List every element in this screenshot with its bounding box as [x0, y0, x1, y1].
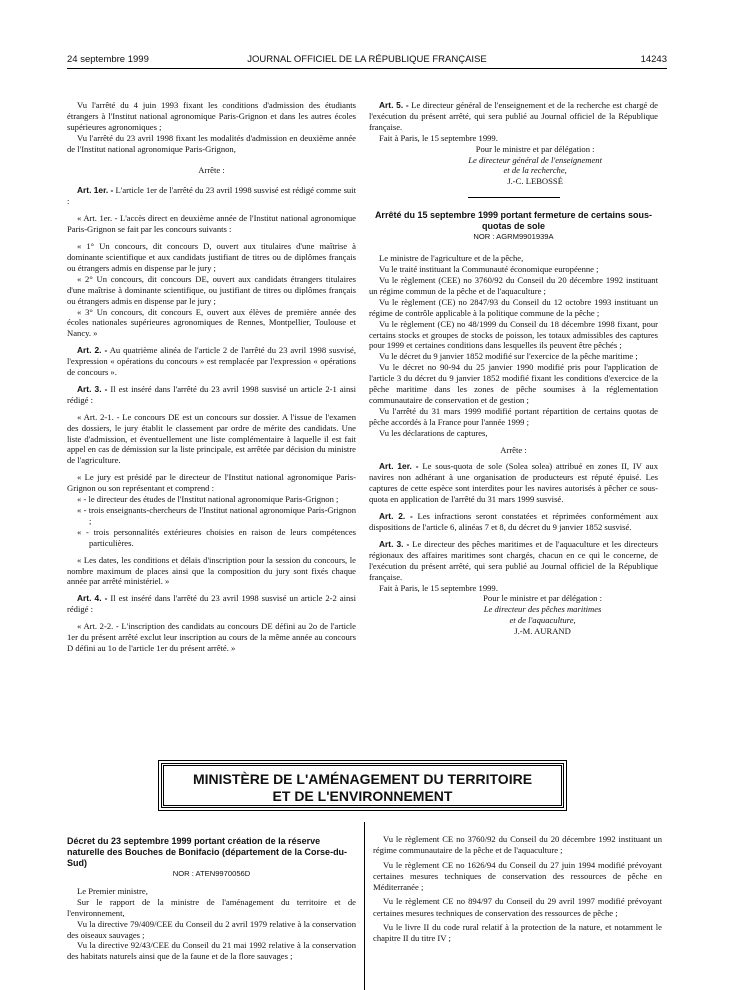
preamble-paragraph: Vu l'arrêté du 31 mars 1999 modifié portant répartition de certains quotas de pêche accordés à la France pour l'année 1999 ;	[369, 405, 658, 427]
quote-paragraph: « Le jury est présidé par le directeur de l'Institut national agronomique Paris-Grignon ou son représentant et comprend :	[67, 472, 356, 494]
quote-paragraph: « 3° Un concours, dit concours E, ouvert aux élèves de première année des écoles nationales supérieures agronomiques de Rennes, Montpellier, Toulouse et Nancy. »	[67, 306, 356, 339]
quote-paragraph: « Les dates, les conditions et délais d'inscription pour la session du concours, le nombre maximum de places ainsi que la composition du jury sont fixés chaque année par arrêté ministériel. »	[67, 554, 356, 587]
list-item: « - trois personnalités extérieures choisies en raison de leurs compétences particulières.	[77, 526, 356, 548]
list-item: « - trois enseignants-chercheurs de l'Institut national agronomique Paris-Grignon ;	[77, 505, 356, 526]
preamble-paragraph: Vu la directive 92/43/CEE du Conseil du 21 mai 1992 relative à la conservation des habitats naturels ainsi que de la faune et de la flore sauvages ;	[67, 940, 356, 962]
left-column	[67, 100, 356, 654]
header-rule	[67, 68, 667, 69]
nor-reference: NOR : ATEN9970056D	[172, 869, 251, 878]
quote-paragraph: « Art. 2-2. - L'inscription des candidats au concours DE défini au 2o de l'article 1er du présent arrêté exclut leur inscription au cours de la même année au concours D défini au 1o de l'article 1er du présent arrêté. »	[67, 621, 356, 653]
article-3: Art. 3. - Il est inséré dans l'arrêté du 23 avril 1998 susvisé un article 2-1 ainsi rédigé :	[67, 383, 356, 405]
preamble-paragraph: Le ministre de l'agriculture et de la pêche,	[379, 253, 524, 264]
preamble-paragraph: Vu le règlement (CE) no 2847/93 du Conseil du 12 octobre 1993 instituant un régime de contrôle applicable à la politique commune de la pêche ;	[369, 296, 658, 318]
decree-title: Décret du 23 septembre 1999 portant création de la réserve naturelle des Bouches de Bonifacio (département de la Corse-du-Sud)	[67, 836, 348, 868]
page-header	[67, 54, 667, 68]
article-label: Art. 4. -	[77, 593, 108, 604]
quote-paragraph: « 1° Un concours, dit concours D, ouvert aux titulaires d'une maîtrise à dominante scientifique et aux candidats justifiant de titres ou de diplômes français ou étrangers admis en dispense par le jury ;	[67, 241, 356, 273]
article-label: Art. 1er. -	[77, 185, 114, 196]
article-label: Art. 2. -	[77, 345, 108, 356]
ministry-banner	[161, 763, 564, 808]
article-label: Art. 3. -	[77, 383, 108, 394]
ministry-line: MINISTÈRE DE L'AMÉNAGEMENT DU TERRITOIRE	[192, 771, 533, 787]
signatory-name: J.-M. AURAND	[514, 626, 571, 637]
arrete-heading: Arrête :	[500, 444, 527, 455]
signatory-name: J.-C. LEBOSSÉ	[507, 176, 563, 187]
header-journal-title: JOURNAL OFFICIEL DE LA RÉPUBLIQUE FRANÇAISE	[247, 54, 487, 65]
decree-title: Arrêté du 15 septembre 1999 portant fermeture de certains sous-quotas de sole	[374, 210, 653, 232]
ministry-line: ET DE L'ENVIRONNEMENT	[272, 788, 453, 804]
article-label: Art. 1er. -	[379, 461, 419, 472]
preamble-paragraph: Sur le rapport de la ministre de l'aménagement du territoire et de l'environnement,	[67, 896, 356, 918]
column-divider	[364, 822, 365, 990]
article-3: Art. 3. - Le directeur des pêches maritimes et de l'aquaculture et les directeurs régionaux des affaires maritimes sont chargés, chacun en ce qui le concerne, de l'exécution du présent arrêté, qui sera publié au Journal officiel de la République française.	[369, 538, 658, 582]
list-item: « - le directeur des études de l'Institut national agronomique Paris-Grignon ;	[77, 494, 339, 505]
vu-paragraph: Vu l'arrêté du 4 juin 1993 fixant les conditions d'admission des étudiants étrangers à l'Institut national agronomique Paris-Grignon et dans les autres écoles supérieures agronomiques ;	[67, 100, 356, 132]
arrete-heading: Arrête :	[198, 164, 225, 175]
article-label: Art. 3. -	[379, 538, 410, 549]
nor-reference: NOR : AGRM9901939A	[473, 232, 554, 242]
article-5: Art. 5. - Le directeur général de l'enseignement et de la recherche est chargé de l'exécution du présent arrêté, qui sera publié au Journal officiel de la République française.	[369, 100, 658, 132]
fait-a-paris: Fait à Paris, le 15 septembre 1999.	[379, 582, 498, 593]
preamble-paragraph: Vu le livre II du code rural relatif à la protection de la nature, et notamment le chapitre II du titre IV ;	[373, 922, 662, 944]
quote-paragraph: « Art. 2-1. - Le concours DE est un concours sur dossier. A l'issue de l'examen des dossiers, le jury établit le classement par ordre de mérite des candidats. Une liste d'admission, et éventuellement une liste complémentaire à laquelle il est fait appel en cas de démission sur la liste principale, est arrêtée par décision du ministre de l'agriculture.	[67, 411, 356, 466]
preamble-paragraph: Le Premier ministre,	[77, 885, 148, 896]
preamble-paragraph: Vu le règlement CE no 894/97 du Conseil du 29 avril 1997 modifié prévoyant certaines mesures techniques de conservation des ressources de pêche ;	[373, 896, 662, 918]
signature-block: Pour le ministre et par délégation : Le directeur général de l'enseignement et de la recherche, J.-C. LEBOSSÉ	[468, 143, 602, 187]
right-column	[369, 100, 658, 637]
article-label: Art. 5. -	[379, 100, 409, 110]
article-1: Art. 1er. - L'article 1er de l'arrêté du 23 avril 1998 susvisé est rédigé comme suit :	[67, 185, 356, 207]
fait-a-paris: Fait à Paris, le 15 septembre 1999.	[379, 132, 498, 143]
bottom-left-column	[67, 836, 356, 962]
preamble-paragraph: Vu la directive 79/409/CEE du Conseil du 2 avril 1979 relative à la conservation des oiseaux sauvages ;	[67, 918, 356, 940]
article-2: Art. 2. - Les infractions seront constatées et réprimées conformément aux dispositions de l'article 6, alinéas 7 et 8, du décret du 9 janvier 1852 susvisé.	[369, 511, 658, 532]
article-2: Art. 2. - Au quatrième alinéa de l'article 2 de l'arrêté du 23 avril 1998 susvisé, l'expression « opérations du concours » est remplacée par l'expression « opérations de concours ».	[67, 345, 356, 378]
preamble-paragraph: Vu le décret du 9 janvier 1852 modifié sur l'exercice de la pêche maritime ;	[379, 351, 638, 362]
preamble-paragraph: Vu le décret no 90-94 du 25 janvier 1990 modifié pris pour l'application de l'article 3 du décret du 9 janvier 1852 modifié fixant les conditions d'exercice de la pêche maritime dans les zones de pêche soumises à la réglementation communautaire de conservation et de gestion ;	[369, 362, 658, 405]
preamble-paragraph: Vu le règlement (CE) no 48/1999 du Conseil du 18 décembre 1998 fixant, pour certains stocks et groupes de stocks de poisson, les totaux admissibles des captures pour 1999 et certaines conditions dans lesquelles ils peuvent être pêchés ;	[369, 318, 658, 351]
preamble-paragraph: Vu le règlement CE no 1626/94 du Conseil du 27 juin 1994 modifié prévoyant certaines mesures techniques de conservation des ressources de pêche en Méditerranée ;	[373, 859, 662, 893]
quote-paragraph: « 2° Un concours, dit concours DE, ouvert aux candidats étrangers titulaires d'une maîtrise à dominante scientifique, ou justifiant de titres ou diplômes français ou étrangers admis en dispense par le jury ;	[67, 273, 356, 306]
header-date: 24 septembre 1999	[67, 54, 149, 65]
header-page-number: 14243	[640, 54, 667, 65]
preamble-paragraph: Vu le règlement (CEE) no 3760/92 du Conseil du 20 décembre 1992 instituant un régime commun de la pêche et de l'aquaculture ;	[369, 274, 658, 296]
preamble-paragraph: Vu les déclarations de captures,	[379, 427, 488, 438]
bottom-right-column	[373, 834, 662, 948]
article-4: Art. 4. - Il est inséré dans l'arrêté du 23 avril 1998 susvisé un article 2-2 ainsi rédigé :	[67, 593, 356, 615]
article-1: Art. 1er. - Le sous-quota de sole (Solea solea) attribué en zones II, IV aux navires non adhérant à une organisation de producteurs est réputé épuisé. Les captures de cette espèce sont interdites pour les navires autorisés à pêcher ce sous-quota en application de l'arrêté du 31 mars 1999 susvisé.	[369, 461, 658, 505]
article-label: Art. 2. -	[379, 511, 413, 522]
quote-paragraph: « Art. 1er. - L'accès direct en deuxième année de l'Institut national agronomique Paris-Grignon se fait par les concours suivants :	[67, 213, 356, 235]
vu-paragraph: Vu l'arrêté du 23 avril 1998 fixant les modalités d'admission en deuxième année de l'Institut national agronomique Paris-Grignon,	[67, 132, 356, 154]
preamble-paragraph: Vu le règlement CE no 3760/92 du Conseil du 20 décembre 1992 instituant un régime communautaire de la pêche et de l'aquaculture ;	[373, 834, 662, 856]
signature-block: Pour le ministre et par délégation : Le directeur des pêches maritimes et de l'aquaculture, J.-M. AURAND	[483, 593, 602, 637]
preamble-paragraph: Vu le traité instituant la Communauté économique européenne ;	[379, 264, 599, 275]
